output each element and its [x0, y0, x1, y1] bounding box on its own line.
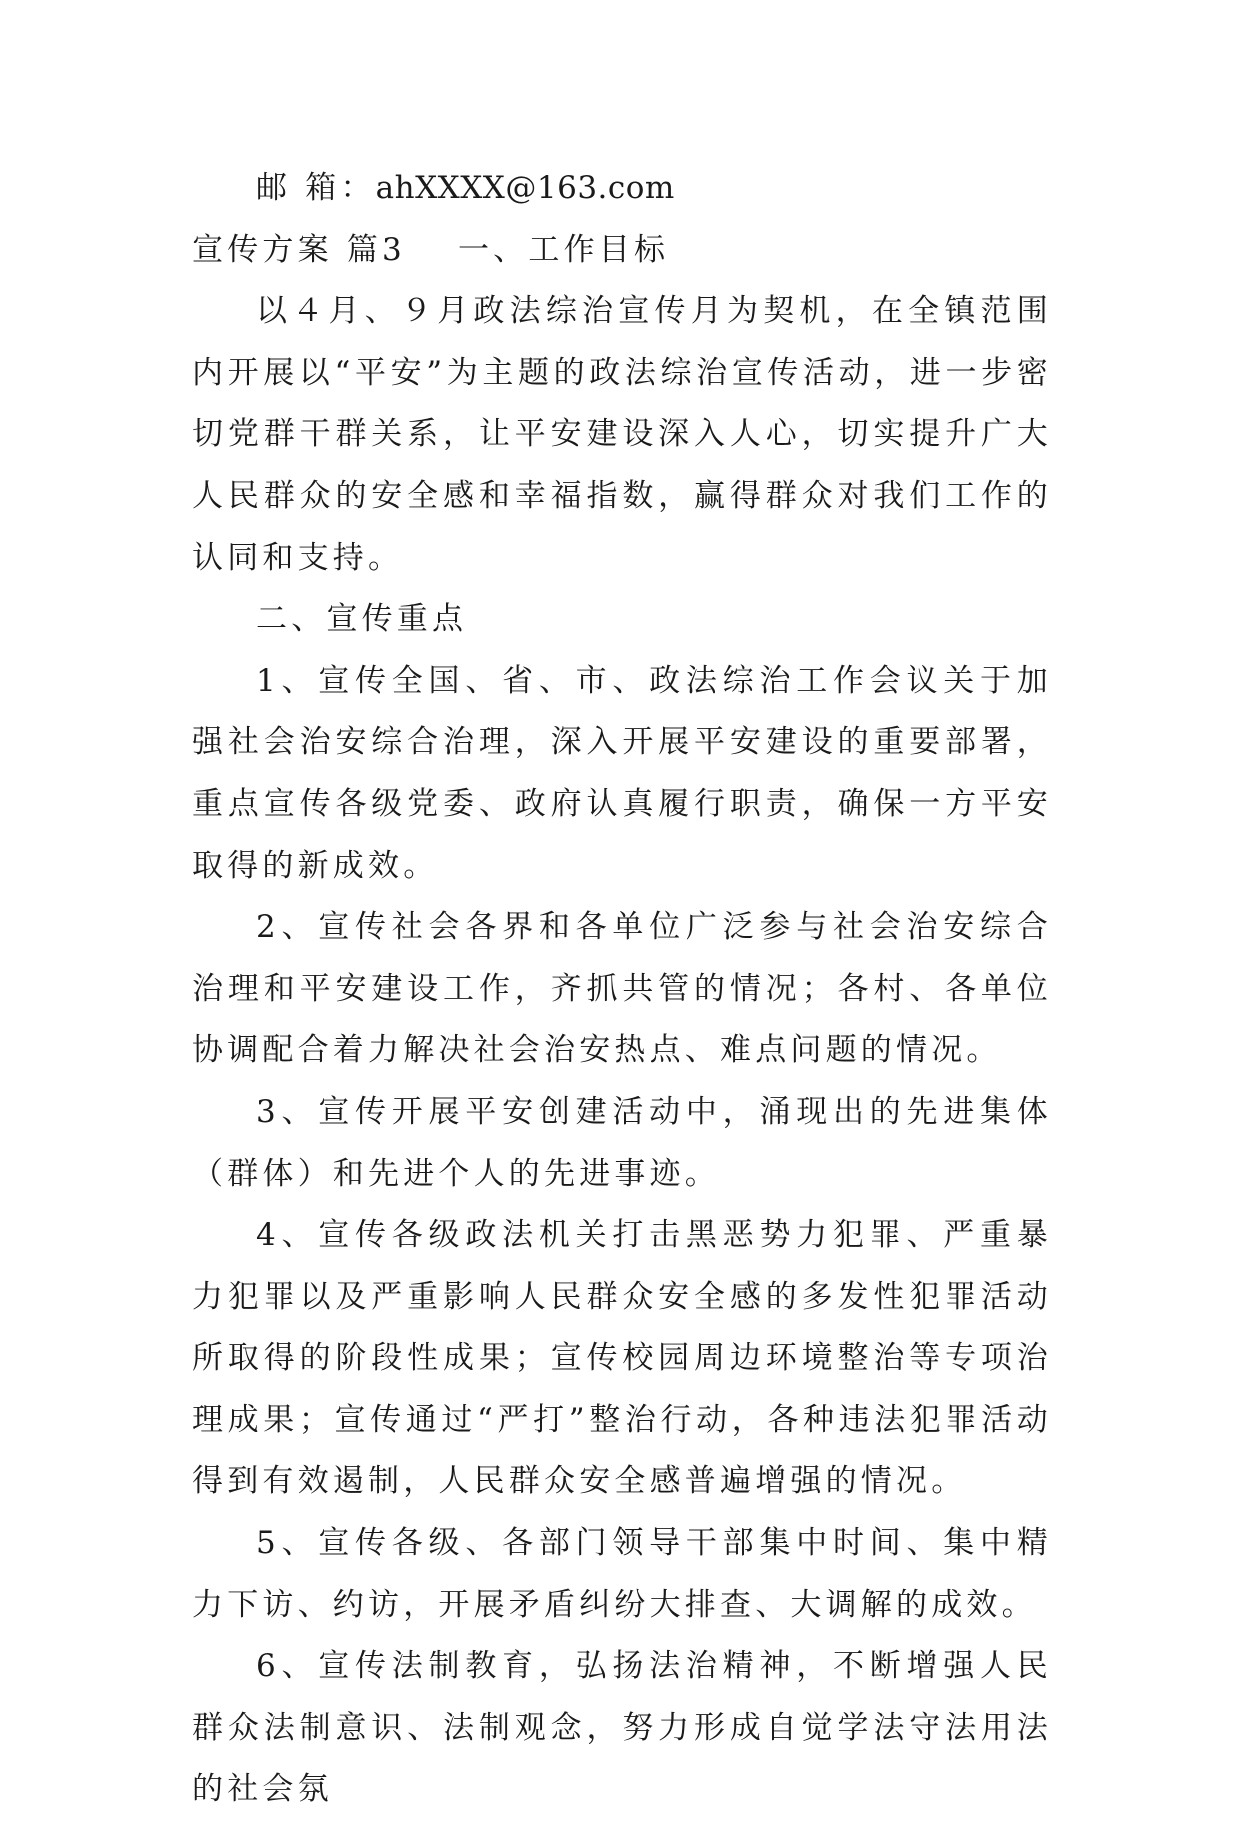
paragraph-goal: 以４月、９月政法综治宣传月为契机，在全镇范围内开展以“平安”为主题的政法综治宣传活动，进一步密切党群干群关系，让平安建设深入人心，切实提升广大人民群众的安全感和幸福指数，赢得群众对我们工作的认同和支持。	[192, 293, 1052, 576]
list-item: 5、宣传各级、各部门领导干部集中时间、集中精力下访、约访，开展矛盾纠纷大排查、大调解的成效。	[192, 1525, 1052, 1623]
email-line	[192, 158, 1052, 220]
list-item: 4、宣传各级政法机关打击黑恶势力犯罪、严重暴力犯罪以及严重影响人民群众安全感的多发性犯罪活动所取得的阶段性成果；宣传校园周边环境整治等专项治理成果；宣传通过“严打”整治行动，各种违法犯罪活动得到有效遏制，人民群众安全感普遍增强的情况。	[192, 1217, 1052, 1500]
heading-work-goal: 一、工作目标	[457, 231, 670, 268]
email-value: ahXXXX@163.com	[375, 170, 675, 206]
list-item: 6、宣传法制教育，弘扬法治精神，不断增强人民群众法制意识、法制观念，努力形成自觉学法守法用法的社会氛	[192, 1648, 1052, 1808]
section-title: 宣传方案 篇3	[192, 231, 406, 268]
document-body	[192, 158, 1052, 1821]
email-label: 邮 箱：	[256, 170, 376, 206]
list-item: 3、宣传开展平安创建活动中，涌现出的先进集体（群体）和先进个人的先进事迹。	[192, 1093, 1052, 1192]
heading-publicity-focus: 二、宣传重点	[256, 601, 468, 638]
list-item: 1、宣传全国、省、市、政法综治工作会议关于加强社会治安综合治理，深入开展平安建设的重要部署，重点宣传各级党委、政府认真履行职责，确保一方平安取得的新成效。	[192, 662, 1052, 884]
section-heading-line	[192, 220, 1052, 282]
list-item: 2、宣传社会各界和各单位广泛参与社会治安综合治理和平安建设工作，齐抓共管的情况；各村、各单位协调配合着力解决社会治安热点、难点问题的情况。	[192, 909, 1052, 1069]
